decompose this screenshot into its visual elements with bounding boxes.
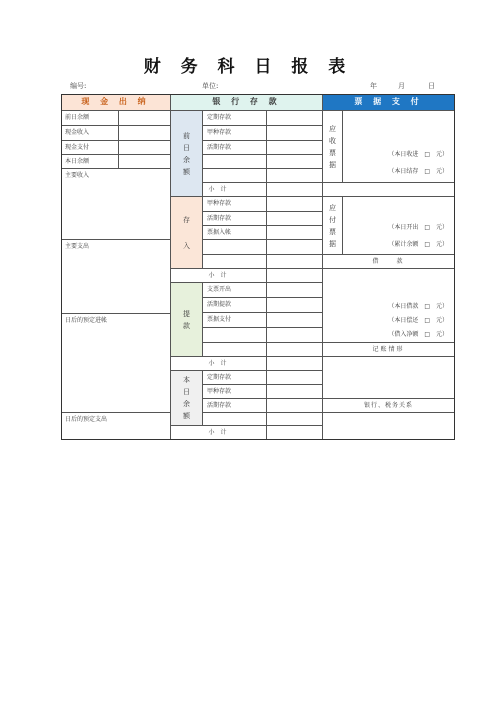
notes-payable-label: 应付票据 [329,203,336,248]
bank-prev-blank[interactable] [203,155,267,169]
cash-prev-balance-label: 前日余额 [61,111,119,126]
unit-label: 单位: [202,82,219,90]
recv-balance-text: （本日结存 □ 元） [388,168,448,175]
withdraw-blank[interactable] [203,328,267,343]
bank-subtotal-value[interactable] [267,269,323,283]
bank-withdraw-label: 提款 [183,309,190,330]
bank-today-balance-group [171,371,203,426]
bank-subtotal-value[interactable] [267,357,323,371]
deposit-item: 票据入帐 [203,226,267,240]
bank-prev-item: 活期存款 [203,141,267,155]
deposit-item: 甲种存款 [203,197,267,212]
bank-prev-value[interactable] [267,155,323,169]
bank-prev-balance-label: 前日余额 [183,131,190,176]
notes-payable-group [323,197,343,255]
today-value[interactable] [267,371,323,385]
withdraw-blank[interactable] [203,343,267,357]
bank-subtotal-value[interactable] [267,426,323,440]
bank-prev-item: 定期存款 [203,111,267,126]
bank-prev-value[interactable] [267,169,323,183]
today-item: 活期存款 [203,399,267,413]
bank-subtotal-label: 小 计 [171,426,267,440]
month-label: 月 [398,82,405,90]
bank-subtotal-value[interactable] [267,183,323,197]
cash-today-balance-label: 本日余额 [61,155,119,169]
loan-area[interactable] [323,269,455,343]
today-value[interactable] [267,413,323,426]
cash-out-value[interactable] [119,141,171,155]
recv-today-text: （本日收进 □ 元） [388,151,448,158]
bank-withdraw-group [171,283,203,357]
page-title: 财 务 科 日 报 表 [143,57,353,77]
cash-in-label: 现金收入 [61,126,119,141]
number-label: 编号: [70,82,87,90]
main-income-area[interactable]: 主要收入 [61,169,171,240]
deposit-value[interactable] [267,255,323,269]
planned-income-area[interactable]: 日后的预定进帐 [61,314,171,413]
bank-deposit-group [171,197,203,269]
loan-today-text: （本日借款 □ 元） [388,303,448,310]
bank-prev-item: 甲种存款 [203,126,267,141]
deposit-value[interactable] [267,212,323,226]
notes-receivable-area[interactable] [343,111,455,183]
deposit-value[interactable] [267,240,323,255]
bank-tax-header: 银行、税务关系 [323,399,455,413]
withdraw-item: 活期提款 [203,298,267,313]
deposit-blank[interactable] [203,240,267,255]
bank-header: 银 行 存 款 [171,94,323,111]
day-label: 日 [428,82,435,90]
today-item: 定期存款 [203,371,267,385]
bank-tax-area[interactable] [323,413,455,440]
withdraw-value[interactable] [267,283,323,298]
notes-spacer [323,183,455,197]
bank-prev-value[interactable] [267,126,323,141]
cash-today-balance-value[interactable] [119,155,171,169]
record-header: 记账情形 [323,343,455,357]
deposit-value[interactable] [267,197,323,212]
planned-expense-area[interactable]: 日后的预定支出 [61,413,171,440]
pay-today-text: （本日开出 □ 元） [388,224,448,231]
report-table [61,94,455,440]
bank-subtotal-label: 小 计 [171,183,267,197]
pay-cumulative-text: （累计余额 □ 元） [388,241,448,248]
cash-in-value[interactable] [119,126,171,141]
record-area[interactable] [323,357,455,399]
main-expense-area[interactable]: 主要支出 [61,240,171,314]
today-blank[interactable] [203,413,267,426]
loan-repay-text: （本日偿还 □ 元） [388,317,448,324]
cash-prev-balance-value[interactable] [119,111,171,126]
withdraw-value[interactable] [267,313,323,328]
deposit-value[interactable] [267,226,323,240]
withdraw-value[interactable] [267,328,323,343]
bank-today-balance-label: 本日余额 [183,376,190,420]
deposit-blank[interactable] [203,255,267,269]
cash-header: 现 金 出 纳 [61,94,171,111]
bank-prev-value[interactable] [267,111,323,126]
today-item: 甲种存款 [203,385,267,399]
bank-prev-blank[interactable] [203,169,267,183]
withdraw-value[interactable] [267,343,323,357]
cash-out-label: 现金支付 [61,141,119,155]
withdraw-item: 票据支付 [203,313,267,328]
notes-payable-area[interactable] [343,197,455,255]
bank-subtotal-label: 小 计 [171,357,267,371]
bank-prev-value[interactable] [267,141,323,155]
notes-header: 票 据 支 付 [323,94,455,111]
withdraw-value[interactable] [267,298,323,313]
withdraw-item: 支票开出 [203,283,267,298]
bank-deposit-label: 存入 [183,215,190,250]
notes-receivable-group [323,111,343,183]
notes-receivable-label: 应收票据 [329,124,336,169]
loan-net-text: （借入净额 □ 元） [388,331,448,338]
loan-header: 借 款 [323,255,455,269]
year-label: 年 [370,82,377,90]
today-value[interactable] [267,385,323,399]
deposit-item: 活期存款 [203,212,267,226]
bank-subtotal-label: 小 计 [171,269,267,283]
today-value[interactable] [267,399,323,413]
